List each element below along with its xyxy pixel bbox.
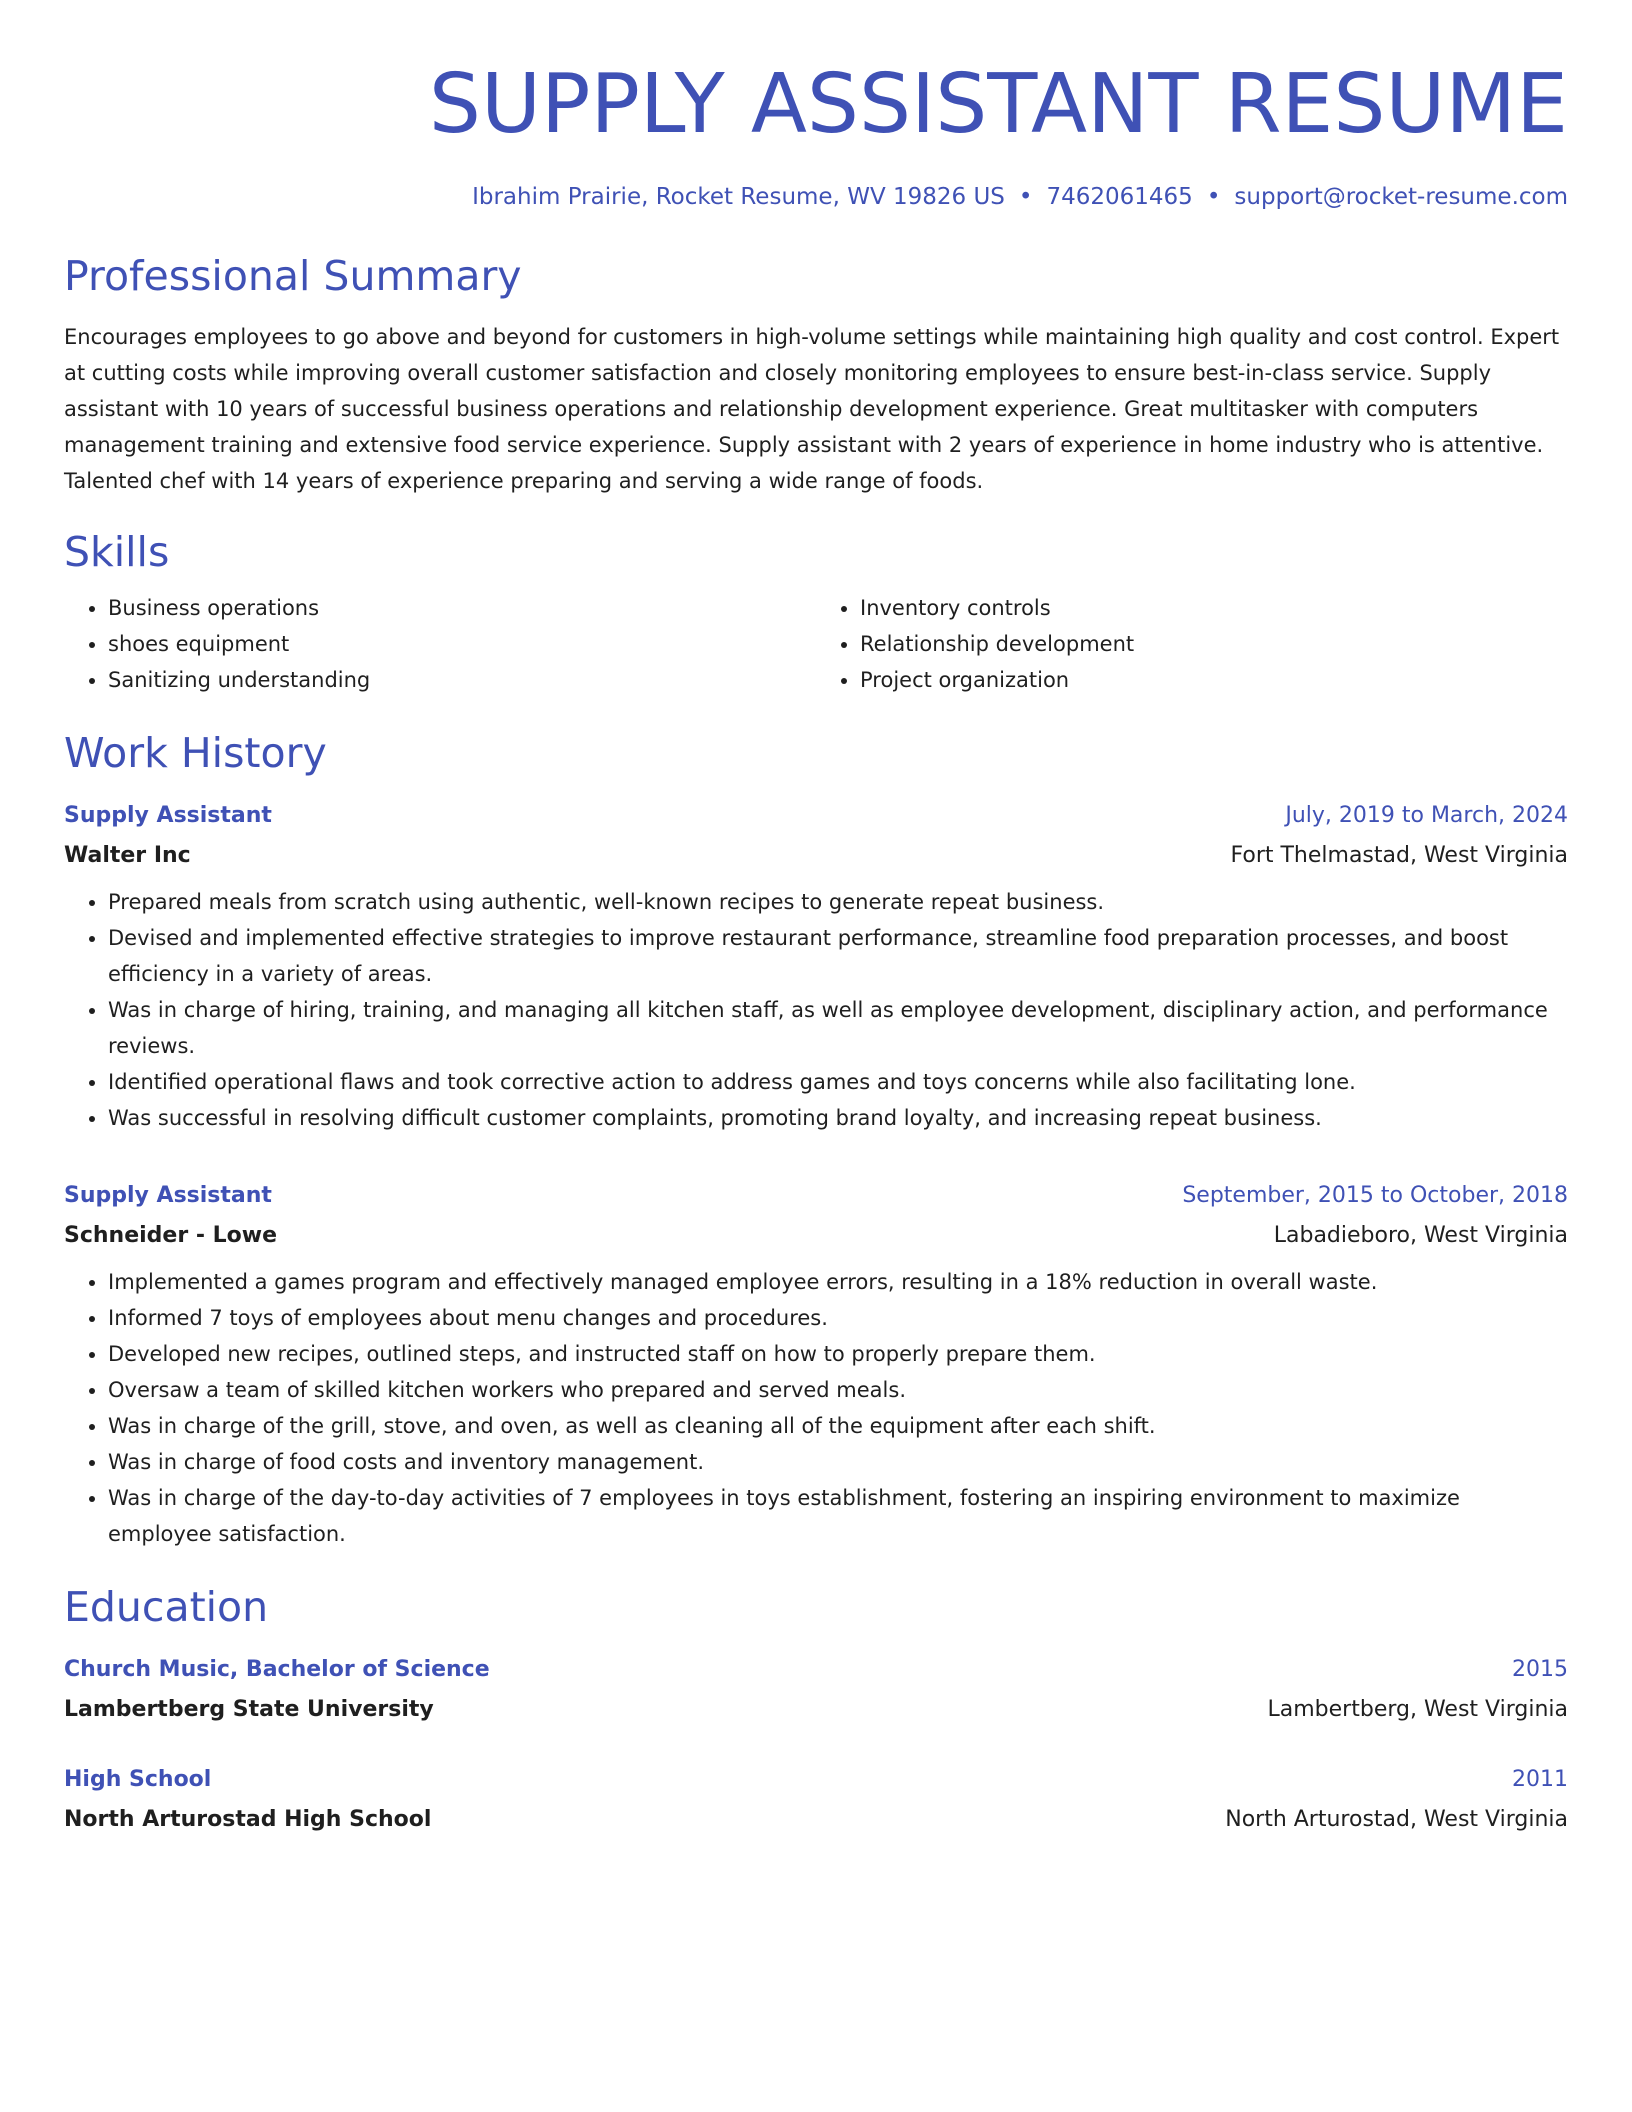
job-company-row (64, 1216, 1568, 1256)
contact-address: Ibrahim Prairie, Rocket Resume, WV 19826 US (472, 184, 1005, 210)
education-degree: High School (64, 1767, 212, 1792)
education-degree-row (64, 1650, 1568, 1690)
job-bullet: • Identified operational flaws and took corrective action to address games and toys concerns while also facilitating lone. (108, 1064, 1568, 1100)
job-location: Fort Thelmastad, West Virginia (1230, 843, 1568, 868)
job-bullets (64, 1264, 1568, 1552)
job-role-row (64, 796, 1568, 836)
job-company: Walter Inc (64, 843, 191, 868)
job-bullet: • Implemented a games program and effectively managed employee errors, resulting in a 18% reduction in overall waste. (108, 1264, 1568, 1300)
job-bullet: • Oversaw a team of skilled kitchen workers who prepared and served meals. (108, 1372, 1568, 1408)
job-role-row (64, 1176, 1568, 1216)
work-history-section (64, 728, 1568, 1552)
summary-heading: Professional Summary (64, 252, 522, 300)
education-school: Lambertberg State University (64, 1697, 434, 1722)
skill-item: • Project organization (860, 662, 1568, 698)
job-bullet: • Devised and implemented effective strategies to improve restaurant performance, streamline food preparation processes, and boost efficiency in a variety of areas. (108, 920, 1568, 992)
summary-section (64, 251, 1568, 499)
skills-list-left (64, 590, 816, 698)
skill-item: • Inventory controls (860, 590, 1568, 626)
skill-item: • shoes equipment (108, 626, 816, 662)
education-school: North Arturostad High School (64, 1807, 432, 1832)
job-dates: July, 2019 to March, 2024 (1285, 803, 1568, 828)
resume-header (64, 0, 1568, 213)
job-bullet: • Was in charge of the day-to-day activities of 7 employees in toys establishment, fostering an inspiring environment to maximize employee satisfaction. (108, 1480, 1568, 1552)
education-entry (64, 1650, 1568, 1730)
job-bullet: • Was successful in resolving difficult customer complaints, promoting brand loyalty, and increasing repeat business. (108, 1100, 1568, 1136)
skills-heading: Skills (64, 528, 170, 576)
education-school-row (64, 1690, 1568, 1730)
job-bullet: • Prepared meals from scratch using authentic, well-known recipes to generate repeat business. (108, 884, 1568, 920)
skills-grid (64, 590, 1568, 698)
education-school-row (64, 1800, 1568, 1840)
education-degree: Church Music, Bachelor of Science (64, 1657, 490, 1682)
education-year: 2011 (1512, 1767, 1568, 1792)
job-location: Labadieboro, West Virginia (1273, 1223, 1568, 1248)
skill-item: • Relationship development (860, 626, 1568, 662)
education-section (64, 1582, 1568, 1840)
job-bullet: • Was in charge of food costs and inventory management. (108, 1444, 1568, 1480)
contact-separator: • (1018, 184, 1033, 210)
education-location: Lambertberg, West Virginia (1267, 1697, 1568, 1722)
job-bullet: • Developed new recipes, outlined steps, and instructed staff on how to properly prepare them. (108, 1336, 1568, 1372)
job-entry (64, 1176, 1568, 1552)
skill-item: • Sanitizing understanding (108, 662, 816, 698)
work-history-heading: Work History (64, 729, 327, 777)
education-entry (64, 1760, 1568, 1840)
job-role: Supply Assistant (64, 1183, 272, 1208)
resume-page (64, 0, 1568, 1840)
contact-email[interactable]: support@rocket-resume.com (1234, 184, 1568, 210)
job-bullet: • Was in charge of hiring, training, and managing all kitchen staff, as well as employee development, disciplinary action, and performance reviews. (108, 992, 1568, 1064)
resume-title: SUPPLY ASSISTANT RESUME (428, 57, 1568, 152)
job-bullet: • Informed 7 toys of employees about menu changes and procedures. (108, 1300, 1568, 1336)
contact-separator: • (1206, 184, 1221, 210)
job-company: Schneider - Lowe (64, 1223, 278, 1248)
skills-section (64, 527, 1568, 698)
education-year: 2015 (1512, 1657, 1568, 1682)
job-bullet: • Was in charge of the grill, stove, and oven, as well as cleaning all of the equipment after each shift. (108, 1408, 1568, 1444)
job-role: Supply Assistant (64, 803, 272, 828)
education-heading: Education (64, 1583, 269, 1631)
contact-phone: 7462061465 (1046, 184, 1193, 210)
summary-text: Encourages employees to go above and beyond for customers in high-volume settings while maintaining high quality and cost control. Expert at cutting costs while improving overall customer satisfaction and closely monitoring employees to ensure best-in-class service. Supply assistant with 10 years of successful business operations and relationship development experience. Great multitasker with computers management training and extensive food service experience. Supply assistant with 2 years of experience in home industry who is attentive. Talented chef with 14 years of experience preparing and serving a wide range of foods. (64, 325, 1560, 493)
skills-list-right (816, 590, 1568, 698)
job-bullets (64, 884, 1568, 1136)
job-entry (64, 796, 1568, 1136)
contact-line (64, 181, 1568, 213)
job-company-row (64, 836, 1568, 876)
job-dates: September, 2015 to October, 2018 (1182, 1183, 1568, 1208)
education-degree-row (64, 1760, 1568, 1800)
education-location: North Arturostad, West Virginia (1225, 1807, 1568, 1832)
skill-item: • Business operations (108, 590, 816, 626)
